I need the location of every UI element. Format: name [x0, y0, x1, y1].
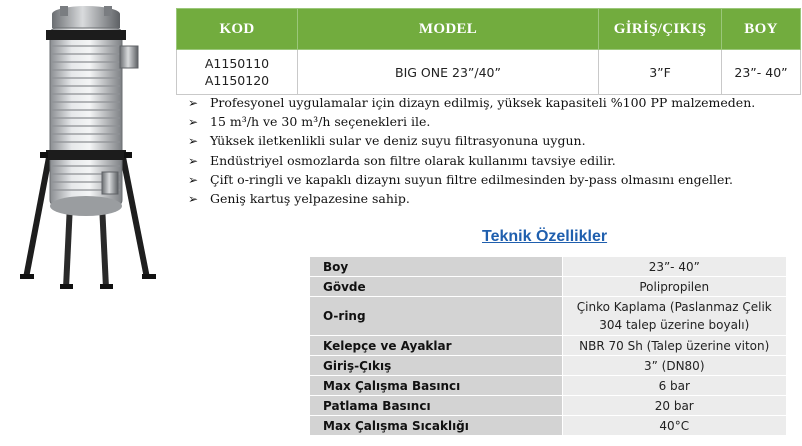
- spec-key: Max Çalışma Sıcaklığı: [310, 416, 562, 436]
- spec-value: Polipropilen: [562, 277, 786, 297]
- list-item: ➢ Yüksek iletkenlikli sular ve deniz suyu filtrasyonuna uygun.: [188, 131, 755, 150]
- table-row: [177, 50, 801, 95]
- feature-list: [188, 93, 755, 208]
- spec-key: Kelepçe ve Ayaklar: [310, 336, 562, 356]
- list-item: ➢ Endüstriyel osmozlarda son filtre olarak kullanımı tavsiye edilir.: [188, 151, 755, 170]
- spec-key: Patlama Basıncı: [310, 396, 562, 416]
- table-row: [310, 257, 786, 277]
- list-item: ➢ Çift o-ringli ve kapaklı dizaynı suyun filtre edilmesinden by-pass olmasını engeller.: [188, 170, 755, 189]
- table-row: [310, 297, 786, 336]
- spec-key: Boy: [310, 257, 562, 277]
- spec-value-line: Çinko Kaplama (Paslanmaz Çelik: [576, 300, 772, 314]
- spec-key: Giriş-Çıkış: [310, 356, 562, 376]
- table-row: [310, 356, 786, 376]
- list-item: ➢ 15 m³/h ve 30 m³/h seçenekleri ile.: [188, 112, 755, 131]
- product-code-table: [176, 8, 801, 95]
- product-image: [2, 2, 172, 302]
- spec-key: Gövde: [310, 277, 562, 297]
- cell-boy: 23”- 40”: [722, 50, 801, 95]
- product-code-2: A1150120: [204, 73, 270, 88]
- list-item: ➢ Geniş kartuş yelpazesine sahip.: [188, 189, 755, 208]
- cell-kod: [177, 50, 298, 95]
- spec-table: [310, 257, 786, 436]
- spec-value: 3” (DN80): [562, 356, 786, 376]
- arrow-right-icon: ➢: [188, 134, 199, 149]
- header-kod: KOD: [177, 9, 298, 50]
- spec-value: [562, 297, 786, 336]
- cell-model: BIG ONE 23”/40”: [298, 50, 599, 95]
- table-row: [310, 277, 786, 297]
- arrow-right-icon: ➢: [188, 191, 199, 206]
- table-row: [310, 416, 786, 436]
- arrow-right-icon: ➢: [188, 172, 199, 187]
- spec-value: NBR 70 Sh (Talep üzerine viton): [562, 336, 786, 356]
- spec-key: O-ring: [310, 297, 562, 336]
- housing-filter-illustration: [2, 2, 172, 302]
- arrow-right-icon: ➢: [188, 96, 199, 110]
- table-row: [310, 396, 786, 416]
- product-code-1: A1150110: [204, 56, 270, 71]
- spec-key: Max Çalışma Basıncı: [310, 376, 562, 396]
- header-boy: BOY: [722, 9, 801, 50]
- spec-value-line: 304 talep üzerine boyalı): [599, 318, 750, 332]
- spec-value: 20 bar: [562, 396, 786, 416]
- spec-value: 23”- 40”: [562, 257, 786, 277]
- header-model: MODEL: [298, 9, 599, 50]
- spec-value: 6 bar: [562, 376, 786, 396]
- arrow-right-icon: ➢: [188, 115, 199, 130]
- table-row: [310, 376, 786, 396]
- cell-giris-cikis: 3”F: [599, 50, 722, 95]
- spec-value: 40°C: [562, 416, 786, 436]
- arrow-right-icon: ➢: [188, 153, 199, 168]
- table-row: [310, 336, 786, 356]
- list-item: ➢ Profesyonel uygulamalar için dizayn edilmiş, yüksek kapasiteli %100 PP malzemeden.: [188, 93, 755, 112]
- header-giris-cikis: GİRİŞ/ÇIKIŞ: [599, 9, 722, 50]
- spec-title: Teknik Özellikler: [482, 228, 608, 245]
